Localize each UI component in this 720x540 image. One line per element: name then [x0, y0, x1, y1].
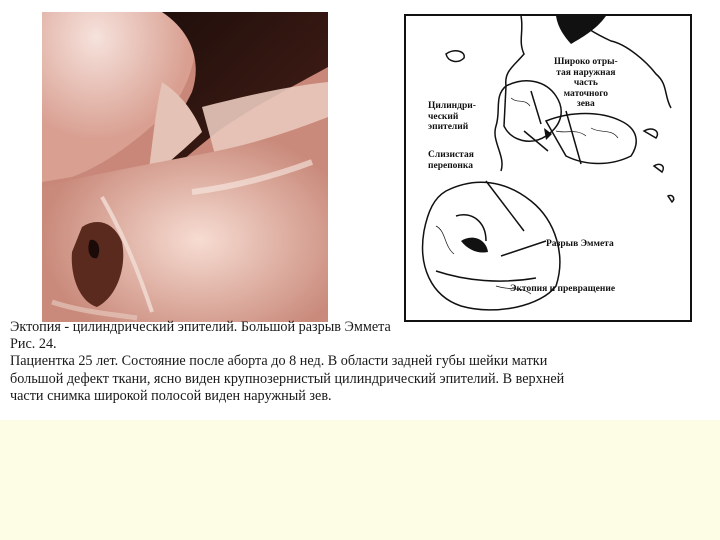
caption-title: Эктопия - цилиндрический эпителий. Большой разрыв Эммета — [10, 319, 391, 335]
caption-line-3: части снимка широкой полосой виден наружный зев. — [10, 387, 332, 404]
colposcopy-photo-image — [42, 12, 328, 322]
label-ectopia-transformation: Эктопия и превращение — [510, 284, 616, 294]
figure-caption — [10, 319, 710, 405]
label-mucous-plug: Слизистая перепонка — [428, 150, 474, 171]
schematic-diagram — [404, 14, 692, 322]
caption-line-2: большой дефект ткани, ясно виден крупнозернистый цилиндрический эпителий. В верхней — [10, 370, 565, 387]
caption-line-1: Пациентка 25 лет. Состояние после аборта до 8 нед. В области задней губы шейки матки — [10, 353, 548, 370]
colposcopy-photo — [42, 12, 328, 322]
label-external-os: Широко отры- тая наружная часть маточного зева — [554, 57, 618, 109]
label-emmet-tear: Разрыв Эммета — [546, 239, 614, 249]
caption-figure-number: Рис. 24. — [10, 336, 57, 353]
label-columnar-epithelium: Цилиндри- ческий эпителий — [428, 101, 476, 132]
slide-bottom-band — [0, 420, 720, 540]
